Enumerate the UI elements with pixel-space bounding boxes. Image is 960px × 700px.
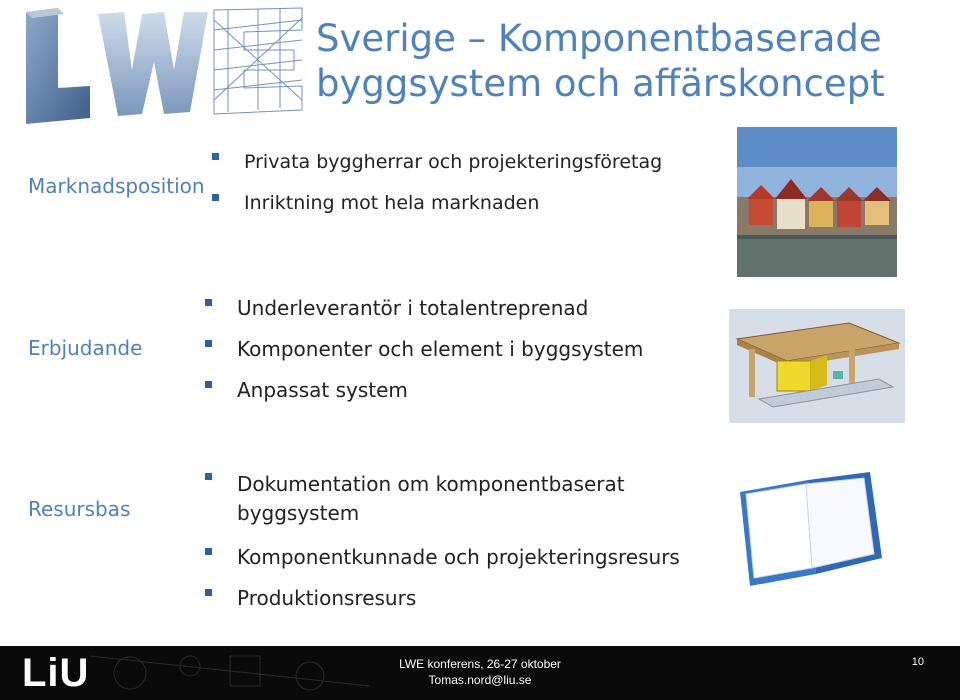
list-item: Produktionsresurs	[205, 586, 705, 610]
open-book-icon	[736, 470, 886, 590]
email-text[interactable]: Tomas.nord@liu.se	[428, 673, 532, 687]
footer-decoration	[90, 646, 370, 700]
bullet-icon	[205, 299, 212, 306]
list-item: Privata byggherrar och projekteringsföretag	[212, 150, 712, 174]
list-item: Underleverantör i totalentreprenad	[205, 296, 705, 320]
lwe-logo	[18, 0, 308, 135]
building-component-model	[729, 309, 905, 423]
footer-bar	[0, 646, 960, 700]
footer-info	[380, 656, 580, 688]
list-item: Komponentkunnade och projekteringsresurs	[205, 545, 705, 569]
bullet-icon	[205, 473, 212, 480]
bullet-list-marknad	[212, 150, 712, 232]
bullet-list-resurs	[205, 470, 705, 627]
liu-logo: LiU	[22, 651, 90, 695]
section-label-marknadsposition: Marknadsposition	[28, 174, 205, 198]
list-item: Inriktning mot hela marknaden	[212, 191, 712, 215]
list-item: Komponenter och element i byggsystem	[205, 337, 705, 361]
page-number: 10	[911, 656, 924, 668]
section-label-resursbas: Resursbas	[28, 497, 131, 521]
conference-text: LWE konferens, 26-27 oktober	[399, 657, 561, 671]
bullet-icon	[205, 381, 212, 388]
list-item: Dokumentation om komponentbaserat byggsystem	[205, 470, 657, 528]
bullet-icon	[212, 153, 219, 160]
bullet-list-erbjudande	[205, 296, 705, 419]
bullet-icon	[205, 340, 212, 347]
section-label-erbjudande: Erbjudande	[28, 336, 143, 360]
logo-text: LWE	[18, 0, 21, 1]
bullet-icon	[212, 194, 219, 201]
slide-title: Sverige – Komponentbaserade byggsystem och affärskoncept	[316, 17, 885, 105]
bullet-icon	[205, 548, 212, 555]
houses-photo	[737, 127, 897, 277]
bullet-icon	[205, 589, 212, 596]
list-item: Anpassat system	[205, 378, 705, 402]
